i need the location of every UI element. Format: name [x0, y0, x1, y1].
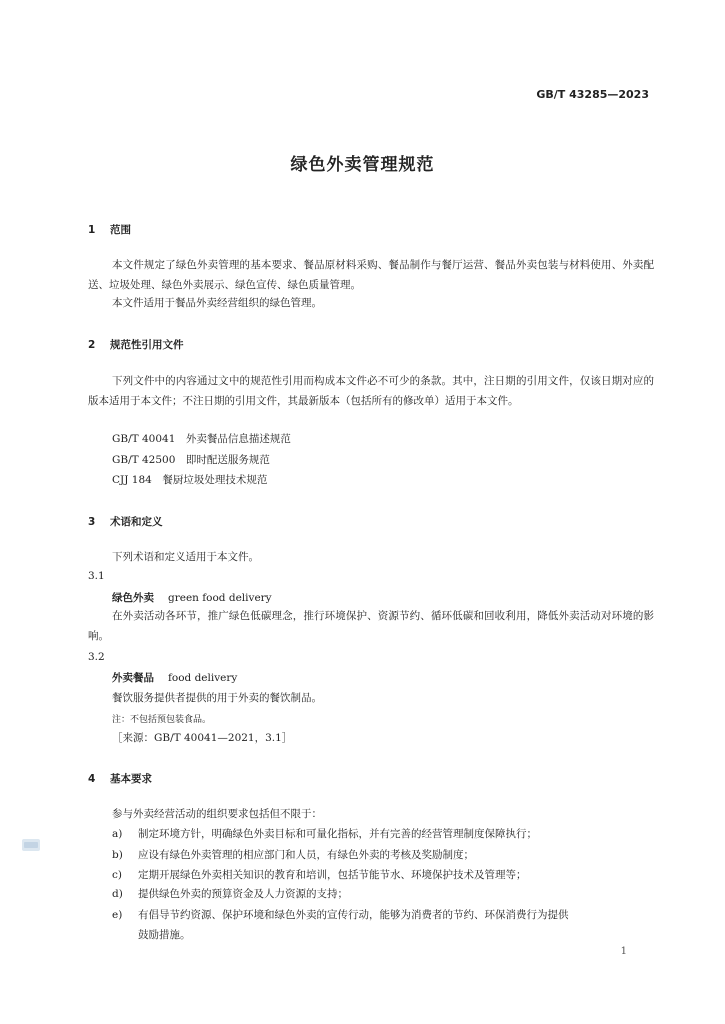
- term-3-1-number: 3.1: [88, 570, 105, 582]
- reference-item: GB/T 42500 即时配送服务规范: [112, 454, 270, 466]
- list-item-mark: c): [112, 869, 122, 881]
- section-1-paragraph-1: 本文件规定了绿色外卖管理的基本要求、餐品原材料采购、餐品制作与餐厅运营、餐品外卖包装与材料使用、外卖配送、垃圾处理、绿色外卖展示、绿色宣传、绿色质量管理。: [88, 259, 654, 291]
- section-1-title: 范围: [110, 224, 131, 236]
- term-3-1-en: green food delivery: [168, 592, 272, 604]
- section-1-paragraph-2: 本文件适用于餐品外卖经营组织的绿色管理。: [112, 297, 322, 309]
- list-item-continuation: 鼓励措施。: [138, 929, 191, 941]
- page-number: 1: [620, 946, 627, 957]
- section-3-title: 术语和定义: [110, 516, 163, 528]
- list-item-text: 有倡导节约资源、保护环境和绿色外卖的宣传行动，能够为消费者的节约、环保消费行为提供: [138, 909, 569, 921]
- section-3-heading: [88, 514, 163, 529]
- section-3-number: 3: [88, 516, 96, 528]
- list-item-text: 制定环境方针，明确绿色外卖目标和可量化指标，并有完善的经营管理制度保障执行；: [138, 828, 537, 840]
- section-1-number: 1: [88, 224, 96, 236]
- list-item-mark: d): [112, 888, 123, 900]
- term-3-2: [112, 670, 237, 685]
- term-3-2-note: 注：不包括预包装食品。: [112, 715, 212, 725]
- section-4-number: 4: [88, 773, 96, 785]
- list-item-mark: b): [112, 849, 123, 861]
- section-4-title: 基本要求: [110, 773, 152, 785]
- term-3-2-definition: 餐饮服务提供者提供的用于外卖的餐饮制品。: [112, 692, 322, 704]
- list-item: [112, 886, 348, 901]
- reference-item: CJJ 184 餐厨垃圾处理技术规范: [112, 474, 268, 486]
- list-item: [112, 847, 474, 862]
- list-item-text: 定期开展绿色外卖相关知识的教育和培训，包括节能节水、环境保护技术及管理等；: [138, 869, 527, 881]
- list-item: [112, 907, 569, 922]
- standard-number: GB/T 43285—2023: [536, 88, 649, 101]
- term-3-2-zh: 外卖餐品: [112, 672, 154, 684]
- term-3-1-definition: 在外卖活动各环节，推广绿色低碳理念，推行环境保护、资源节约、循环低碳和回收利用，降低外卖活动对环境的影响。: [88, 610, 654, 642]
- reference-item: GB/T 40041 外卖餐品信息描述规范: [112, 433, 291, 445]
- section-1-heading: [88, 222, 131, 237]
- term-3-2-number: 3.2: [88, 651, 105, 663]
- term-3-1: [112, 590, 272, 605]
- list-item: [112, 867, 527, 882]
- section-2-number: 2: [88, 339, 96, 351]
- list-item: [112, 826, 537, 841]
- section-3-paragraph-1: 下列术语和定义适用于本文件。: [112, 551, 259, 563]
- section-4-paragraph-1: 参与外卖经营活动的组织要求包括但不限于：: [112, 808, 322, 820]
- document-title: 绿色外卖管理规范: [290, 155, 435, 175]
- term-3-1-zh: 绿色外卖: [112, 592, 154, 604]
- section-2-title: 规范性引用文件: [110, 339, 184, 351]
- section-2-heading: [88, 337, 184, 352]
- term-3-2-en: food delivery: [168, 672, 238, 684]
- list-item-text: 提供绿色外卖的预算资金及人力资源的支持；: [138, 888, 348, 900]
- section-4-heading: [88, 771, 152, 786]
- list-item-text: 应设有绿色外卖管理的相应部门和人员，有绿色外卖的考核及奖励制度；: [138, 849, 474, 861]
- list-item-mark: a): [112, 828, 123, 840]
- list-item-mark: e): [112, 909, 123, 921]
- margin-logo-icon: [22, 839, 40, 851]
- term-3-2-source: ［来源：GB/T 40041—2021，3.1］: [112, 732, 293, 744]
- section-2-paragraph-1: 下列文件中的内容通过文中的规范性引用而构成本文件必不可少的条款。其中，注日期的引用文件，仅该日期对应的版本适用于本文件；不注日期的引用文件，其最新版本（包括所有的修改单）适用于本文件。: [88, 375, 654, 407]
